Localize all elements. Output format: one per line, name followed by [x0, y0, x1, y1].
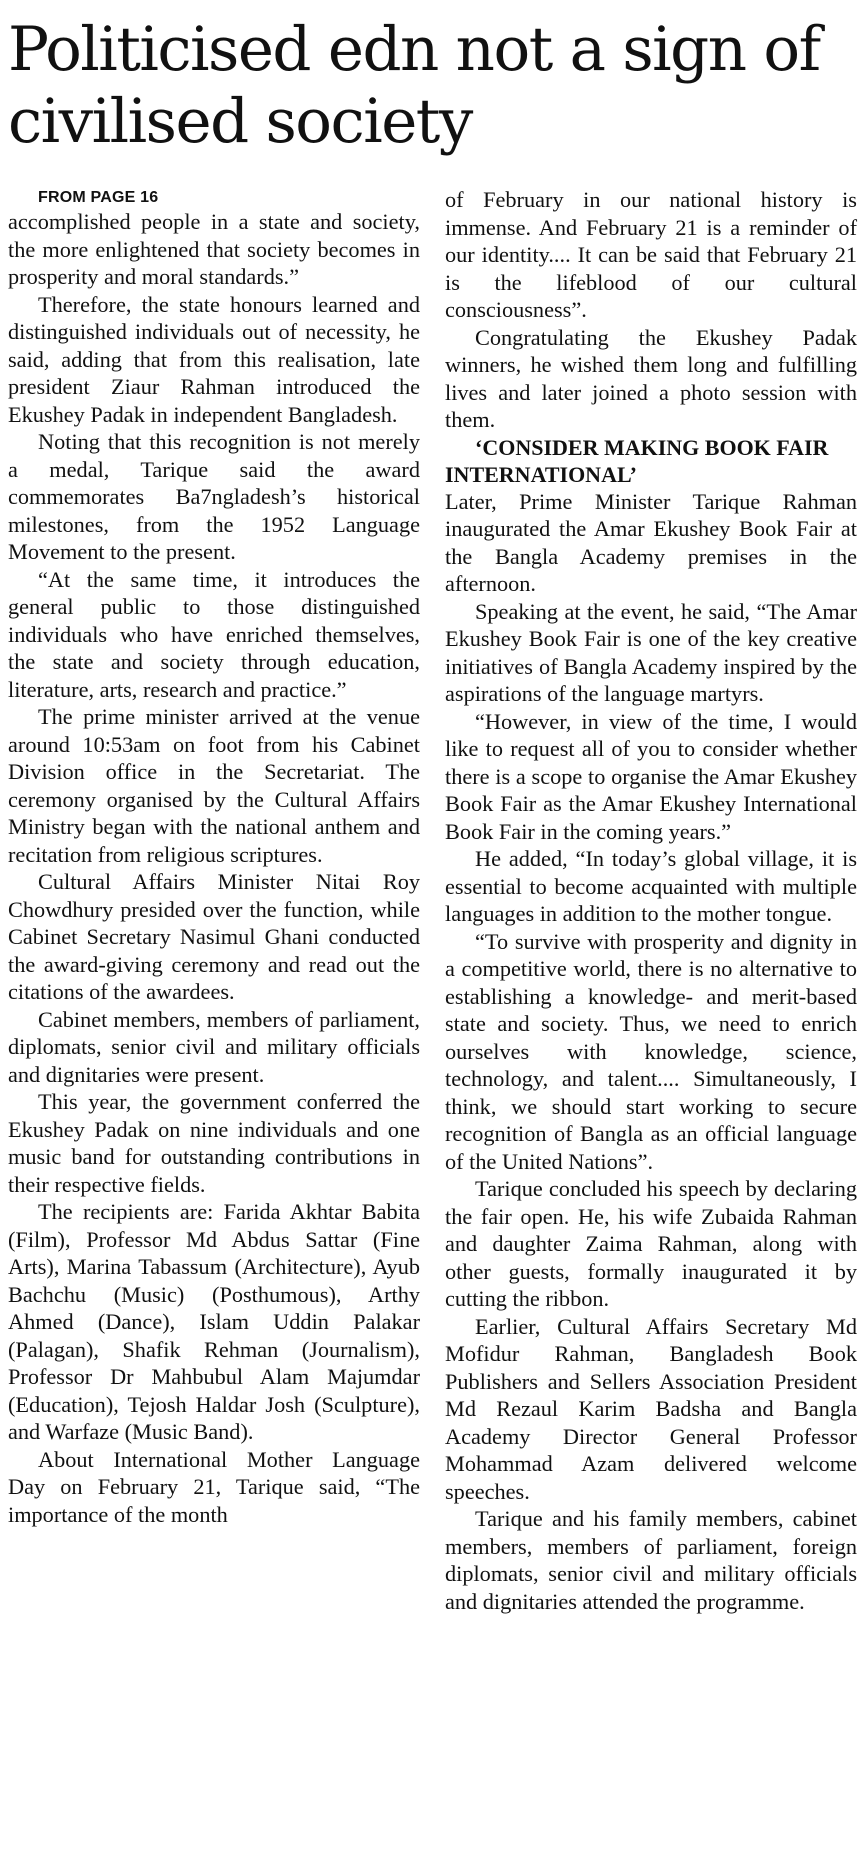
paragraph: Congratulating the Ekushey Padak winners, he wished them long and fulfilling lives and later joined a photo session with them. — [445, 324, 857, 432]
paragraph: Therefore, the state honours learned and distinguished individuals out of necessity, he said, adding that from this realisation, late president Ziaur Rahman introduced the Ekushey Padak in independent Bangladesh. — [8, 291, 420, 427]
jump-line: FROM PAGE 16 — [38, 189, 159, 206]
paragraph: Speaking at the event, he said, “The Amar Ekushey Book Fair is one of the key creative initiatives of Bangla Academy inspired by the aspirations of the language martyrs. — [445, 598, 857, 706]
paragraph: About International Mother Language Day on February 21, Tarique said, “The importance of the month — [8, 1446, 420, 1527]
paragraph: “However, in view of the time, I would like to request all of you to consider whether there is a scope to organise the Amar Ekushey Book Fair as the Amar Ekushey International Book Fair in the coming years.” — [445, 708, 857, 844]
paragraph: Cultural Affairs Minister Nitai Roy Chowdhury presided over the function, while Cabinet Secretary Nasimul Ghani conducted the award-giving ceremony and read out the citations of the awardees. — [8, 869, 420, 1004]
paragraph: Cabinet members, members of parliament, diplomats, senior civil and military officials and dignitaries were present. — [8, 1006, 420, 1087]
paragraph: Earlier, Cultural Affairs Secretary Md Mofidur Rahman, Bangladesh Book Publishers and Sellers Association President Md Rezaul Karim Badsha and Bangla Academy Director General Professor Mohammad Azam delivered welcome speeches. — [445, 1313, 857, 1504]
article-column-right — [445, 186, 857, 1615]
paragraph: Noting that this recognition is not merely a medal, Tarique said the award commemorates Ba7ngladesh’s historical milestones, from the 1952 Language Movement to the present. — [8, 429, 420, 564]
paragraph: of February in our national history is immense. And February 21 is a reminder of our identity.... It can be said that February 21 is the lifeblood of our cultural consciousness”. — [445, 187, 857, 322]
paragraph: “To survive with prosperity and dignity in a competitive world, there is no alternative to establishing a knowledge- and merit-based state and society. Thus, we need to enrich ourselves with knowledge, science, technology, and talent.... Simultaneously, I think, we should start working to secure recognition of Bangla as an official language of the United Nations”. — [445, 928, 857, 1174]
headline: Politicised edn not a sign of civilised society — [8, 14, 820, 157]
paragraph: “At the same time, it introduces the general public to those distinguished individuals who have enriched themselves, the state and society through education, literature, arts, research and practice.” — [8, 566, 420, 702]
paragraph: accomplished people in a state and society, the more enlightened that society becomes in prosperity and moral standards.” — [8, 209, 420, 289]
paragraph: Tarique concluded his speech by declaring the fair open. He, his wife Zubaida Rahman and daughter Zaima Rahman, along with other guests, formally inaugurated it by cutting the ribbon. — [445, 1176, 857, 1311]
paragraph: This year, the government conferred the Ekushey Padak on nine individuals and one music band for outstanding contributions in their respective fields. — [8, 1089, 420, 1197]
paragraph: The recipients are: Farida Akhtar Babita (Film), Professor Md Abdus Sattar (Fine Arts), Marina Tabassum (Architecture), Ayub Bachchu (Music) (Posthumous), Arthy Ahmed (Dance), Islam Uddin Palakar (Palagan), Shafik Rehman (Journalism), Professor Dr Mahbubul Alam Majumdar (Education), Tejosh Haldar Josh (Sculpture), and Warfaze (Music Band). — [8, 1199, 420, 1444]
paragraph: He added, “In today’s global village, it is essential to become acquainted with multiple languages in addition to the mother tongue. — [445, 846, 857, 926]
paragraph: Later, Prime Minister Tarique Rahman inaugurated the Amar Ekushey Book Fair at the Bangla Academy premises in the afternoon. — [445, 488, 857, 596]
article-column-left — [8, 188, 420, 1528]
paragraph: Tarique and his family members, cabinet members, members of parliament, foreign diplomats, senior civil and military officials and dignitaries attended the programme. — [445, 1506, 857, 1614]
subhead: ‘CONSIDER MAKING BOOK FAIR INTERNATIONAL’ — [445, 434, 829, 487]
paragraph: The prime minister arrived at the venue around 10:53am on foot from his Cabinet Division office in the Secretariat. The ceremony organised by the Cultural Affairs Ministry began with the national anthem and recitation from religious scriptures. — [8, 704, 420, 867]
